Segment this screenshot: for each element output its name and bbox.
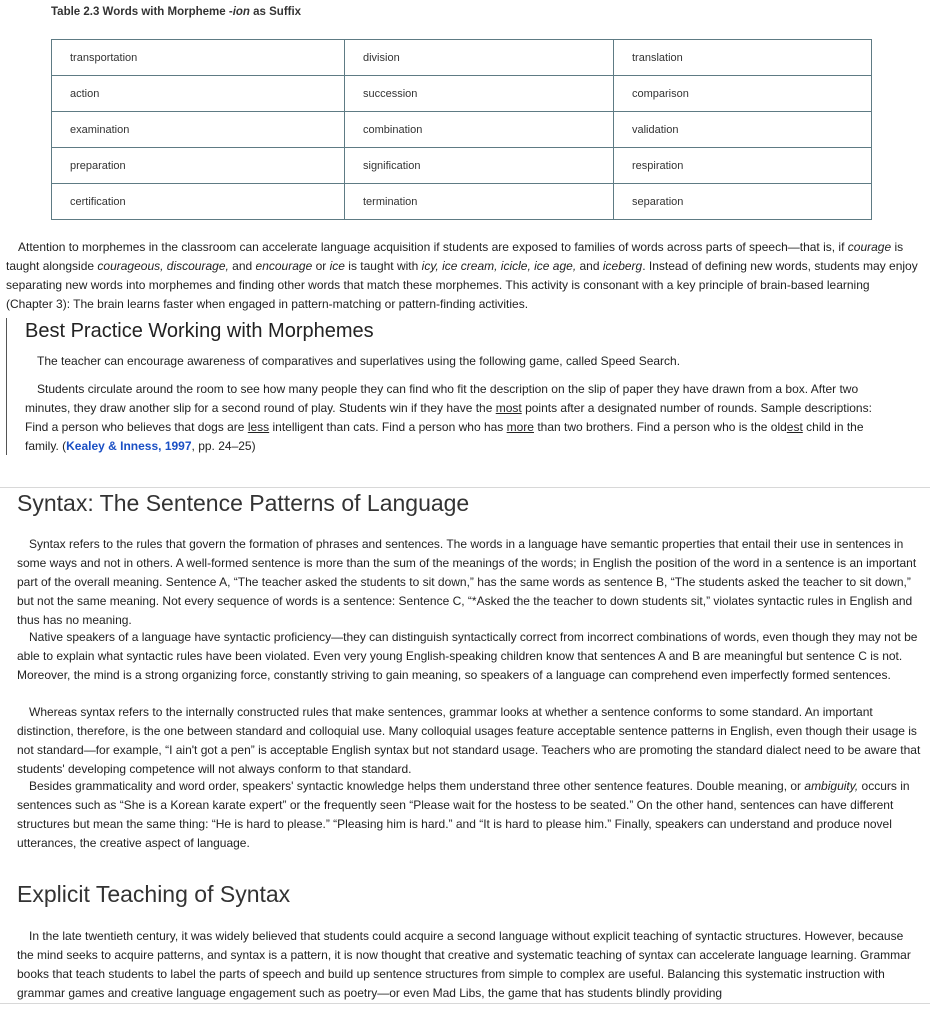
syntax-p1-text: Syntax refers to the rules that govern the formation of phrases and sentences. The words in a language have semantic properties that entail their use in sentences in some ways and not in others. A well-formed sentence is more than the sum of the meanings of the words; in English the position of the word in a sentence is an important part of the overall meaning. Sentence A, “The teacher asked the students to sit down,” has the same words as sentence B, “The students asked the teacher to sit down,” but not the same meaning. Not every sequence of words is a sentence: Sentence C, “*Asked the the teacher to down students sit,” violates syntactic rules in English and thus has no meaning. [17,537,917,627]
bp-more: more [506,420,534,434]
syntax-paragraph-4 [17,777,923,853]
bp-most: most [495,401,522,415]
section-divider [0,487,930,488]
best-practice-lead: The teacher can encourage awareness of comparatives and superlatives using the following game, called Speed Search. [37,354,681,368]
intro-forms: courageous, discourage, [97,259,229,273]
syntax-ambiguity: ambiguity, [804,779,859,793]
table-row [52,40,872,76]
table-cell: succession [345,76,614,112]
intro-text-7: . Instead of defining new words, students may enjoy separating new words into morphemes and finding other words that match these morphemes. This activity is consonant with a key principle of brain-based learning (Chapter 3): The brain learns faster when engaged in pattern-matching or pattern-finding activities. [6,259,918,311]
intro-text-6: and [576,259,603,273]
bp-text-6: , pp. 24–25) [191,439,256,453]
bp-text-2: points after a designated number of rounds. Sample descriptions: Find a person who believes that dogs are [25,401,872,434]
table-cell: certification [52,184,345,220]
caption-morpheme: ion [232,6,250,18]
bp-text-1: Students circulate around the room to see how many people they can find who fit the description on the slip of paper they have drawn from a box. After two minutes, they draw another slip for a second round of play. Students win if they have the [25,382,859,415]
table-row [52,76,872,112]
morpheme-table [51,39,872,220]
table-cell: respiration [614,148,872,184]
bp-est: est [786,420,803,434]
intro-text-4: or [312,259,330,273]
syntax-p2-text: Native speakers of a language have syntactic proficiency—they can distinguish syntactically correct from incorrect combinations of words, even though they may not be able to explain what syntactic rules have been violated. Even very young English-speaking children know that sentences A and B are meaningful but sentence C is not. Moreover, the mind is a strong organizing force, constantly striving to gain meaning, so speakers of a language can comprehend even imperfectly formed sentences. [17,630,918,682]
syntax-paragraph-2 [17,628,923,685]
table-caption [51,6,301,18]
table-cell: transportation [52,40,345,76]
explicit-paragraph-1 [17,927,923,1003]
intro-text-2: is taught alongside [6,240,904,273]
table-cell: validation [614,112,872,148]
table-cell: preparation [52,148,345,184]
best-practice-border [6,318,7,455]
bp-text-3: intelligent than cats. Find a person who has [269,420,507,434]
intro-ice: ice [329,259,345,273]
bp-text-5: child in the family. ( [25,420,864,453]
syntax-paragraph-3 [17,703,923,779]
citation-link[interactable]: Kealey & Inness, 1997 [66,439,192,453]
caption-suffix: as Suffix [249,6,302,18]
table-cell: translation [614,40,872,76]
intro-courage: courage [847,240,892,254]
intro-text-3: and [228,259,256,273]
syntax-p4-text-b: occurs in sentences such as “She is a Korean karate expert” or the frequently seen “Please wait for the hostess to be seated.” On the other hand, sentences can have different structures but mean the same thing: “He is hard to please.” “Pleasing him is hard.” and “It is hard to please him.” Finally, speakers can understand and produce novel utterances, the creative aspect of language. [17,779,910,850]
intro-encourage: encourage [255,259,313,273]
table-cell: division [345,40,614,76]
bp-less: less [247,420,270,434]
bp-text-4: than two brothers. Find a person who is the old [533,420,787,434]
table-row [52,184,872,220]
intro-text-5: is taught with [344,259,422,273]
table-cell: examination [52,112,345,148]
explicit-p1-text: In the late twentieth century, it was widely believed that students could acquire a second language without explicit teaching of syntactic structures. However, because the mind seeks to acquire patterns, and syntax is a pattern, it is now thought that creative and systematic teaching of syntax can accelerate language learning. Grammar books that teach students to label the parts of speech and build up sentence structures from simple to complex are useful. Balancing this systematic instruction with grammar games and creative language engagement such as poetry—or even Mad Libs, the game that has students blindly providing [17,929,911,1000]
table-cell: combination [345,112,614,148]
syntax-heading: Syntax: The Sentence Patterns of Language [17,490,470,516]
table-cell: action [52,76,345,112]
intro-paragraph [6,238,918,314]
table-cell: separation [614,184,872,220]
best-practice-title: Best Practice Working with Morphemes [25,320,374,342]
syntax-p4-text-a: Besides grammaticality and word order, speakers' syntactic knowledge helps them understand three other sentence features. Double meaning, or [29,779,805,793]
intro-icy: icy, ice cream, icicle, ice age, [421,259,577,273]
caption-prefix: Table 2.3 Words with Morpheme - [51,6,233,18]
table-row [52,112,872,148]
intro-text-1: Attention to morphemes in the classroom can accelerate language acquisition if students are exposed to families of words across parts of speech—that is, if [18,240,848,254]
explicit-heading: Explicit Teaching of Syntax [17,881,291,907]
bottom-divider [0,1003,930,1004]
intro-iceberg: iceberg [602,259,643,273]
table-cell: signification [345,148,614,184]
table-cell: comparison [614,76,872,112]
table-row [52,148,872,184]
best-practice-body [25,380,895,456]
table-cell: termination [345,184,614,220]
syntax-p3-text: Whereas syntax refers to the internally constructed rules that make sentences, grammar looks at whether a sentence conforms to some standard. An important distinction, therefore, is the one between standard and colloquial use. Many colloquial usages feature acceptable sentence patterns in English, even though their usage is not standard—for example, “I ain't got a pen” is acceptable English syntax but not standard usage. Teachers who are promoting the standard dialect need to be aware that students' developing competence will not always conform to that standard. [17,705,921,776]
syntax-paragraph-1 [17,535,923,630]
